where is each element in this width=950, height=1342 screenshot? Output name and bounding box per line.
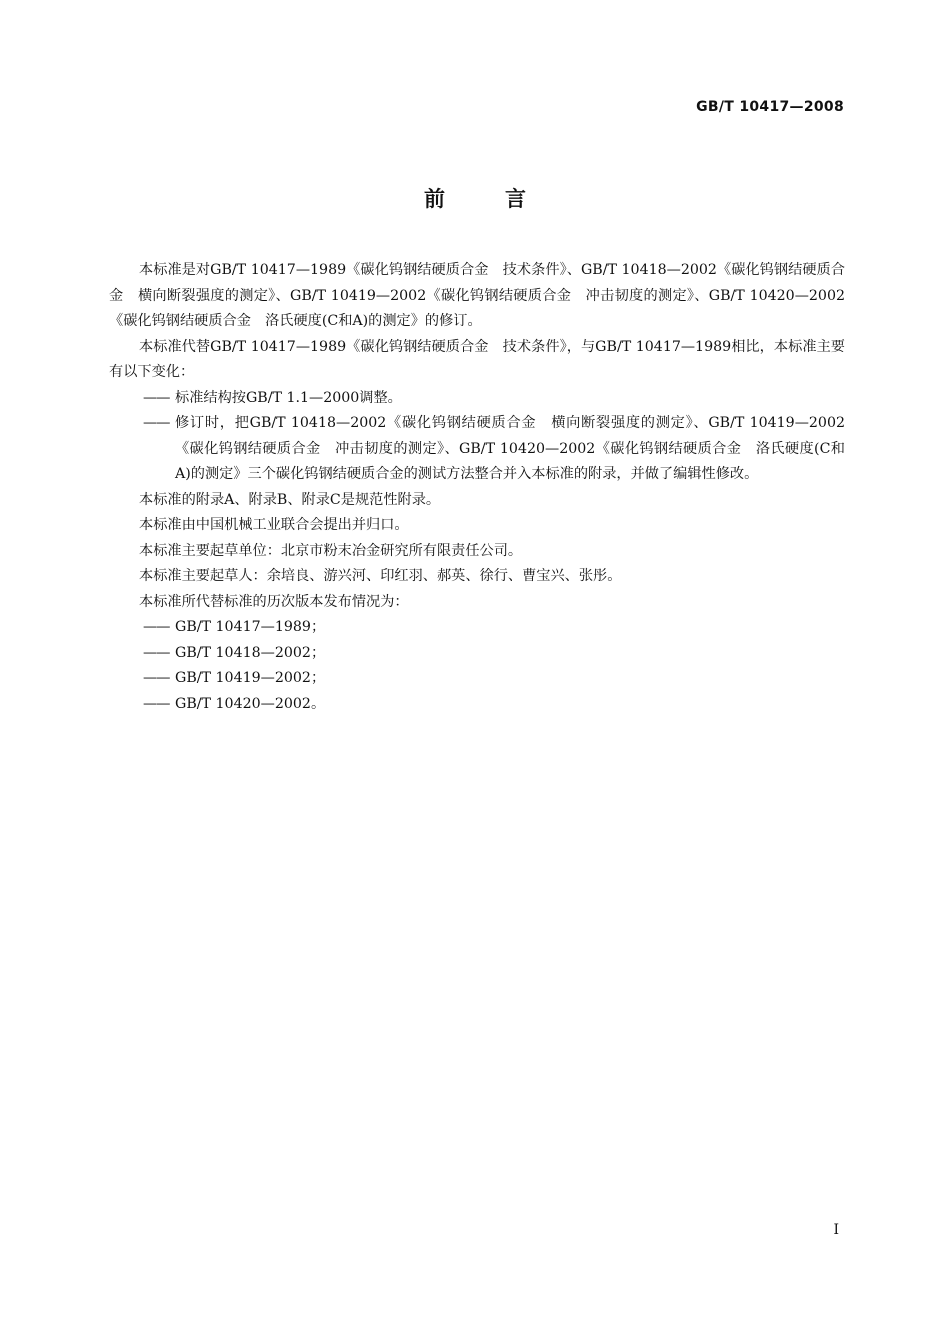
list-item-history (109, 666, 845, 692)
paragraph-revision-scope: 本标准是对GB/T 10417—1989《碳化钨钢结硬质合金 技术条件》、GB/T 10418—2002《碳化钨钢结硬质合金 横向断裂强度的测定》、GB/T 10419—2002《碳化钨钢结硬质合金 冲击韧度的测定》、GB/T 10420—2002《碳化钨钢结硬质合金 洛氏硬度(C和A)的测定》的修订。 (109, 262, 845, 329)
paragraph-drafters: 本标准主要起草人：余培良、游兴河、印红羽、郝英、徐行、曹宝兴、张彤。 (139, 568, 622, 584)
list-item-change (109, 411, 845, 488)
paragraph-replacement: 本标准代替GB/T 10417—1989《碳化钨钢结硬质合金 技术条件》，与GB/T 10417—1989相比，本标准主要有以下变化： (109, 338, 845, 380)
list-item-history (109, 615, 845, 641)
list-item-text: GB/T 10417—1989； (175, 619, 326, 635)
list-item-text: 标准结构按GB/T 1.1—2000调整。 (175, 389, 402, 406)
paragraph-history-intro: 本标准所代替标准的历次版本发布情况为： (139, 593, 409, 610)
foreword-body (109, 258, 845, 717)
page-number: I (833, 1222, 839, 1238)
list-item-history (109, 692, 845, 718)
paragraph-annex: 本标准的附录A、附录B、附录C是规范性附录。 (139, 491, 441, 508)
dash-marker: —— (143, 619, 170, 635)
paragraph-proposer: 本标准由中国机械工业联合会提出并归口。 (139, 517, 409, 533)
list-item-text: GB/T 10419—2002； (175, 670, 326, 686)
list-item-text: GB/T 10420—2002。 (175, 695, 326, 712)
dash-marker: —— (143, 695, 170, 712)
dash-marker: —— (143, 644, 170, 661)
list-item-change (109, 386, 845, 412)
list-item-text: 修订时，把GB/T 10418—2002《碳化钨钢结硬质合金 横向断裂强度的测定》、GB/T 10419—2002《碳化钨钢结硬质合金 冲击韧度的测定》、GB/T 10420—2002《碳化钨钢结硬质合金 洛氏硬度(C和A)的测定》三个碳化钨钢结硬质合金的测试方法整合并入本标准的附录，并做了编辑性修改。 (175, 415, 845, 482)
standard-number: GB/T 10417—2008 (696, 99, 844, 115)
dash-marker: —— (143, 670, 170, 686)
list-item-text: GB/T 10418—2002； (175, 644, 326, 661)
list-item-history (109, 641, 845, 667)
dash-marker: —— (143, 415, 170, 431)
dash-marker: —— (143, 389, 170, 406)
section-title-foreword: 前言 (424, 187, 586, 211)
paragraph-drafting-unit: 本标准主要起草单位：北京市粉末冶金研究所有限责任公司。 (139, 542, 523, 559)
